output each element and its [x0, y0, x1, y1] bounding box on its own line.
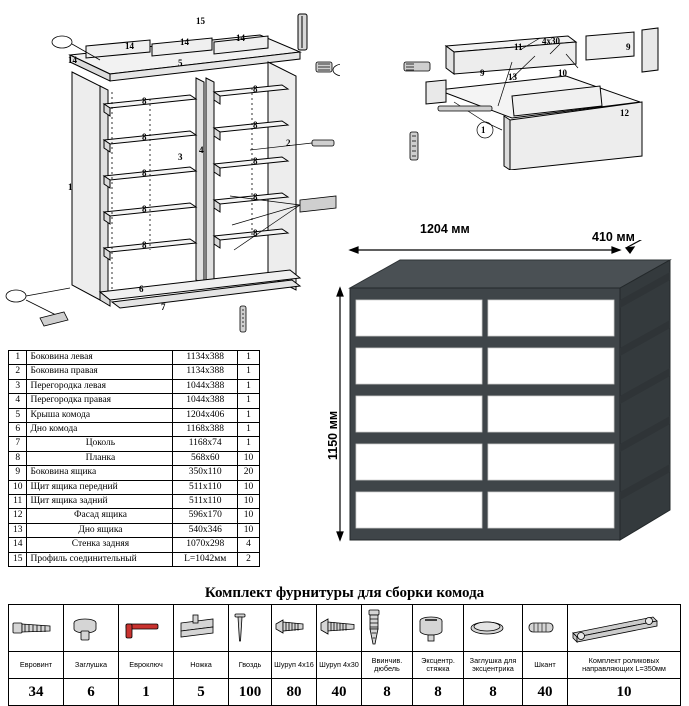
width-dimension: 1204 мм [420, 222, 470, 236]
hw-cell-nail [229, 605, 272, 652]
callout-14-c: 14 [180, 37, 189, 47]
hw-name-foot: Ножка [174, 652, 229, 679]
drawer-callout-9-left: 9 [480, 68, 485, 78]
part-name: Дно ящика [27, 523, 173, 537]
part-name: Планка [27, 451, 173, 465]
part-name: Перегородка правая [27, 394, 173, 408]
table-row [9, 552, 260, 566]
part-qty: 10 [238, 523, 260, 537]
hw-name-dowel-screw: Ввинчив. дюбель [362, 652, 413, 679]
table-row [9, 466, 260, 480]
screw-icon [273, 611, 307, 645]
table-row [9, 351, 260, 365]
part-dim: 1134x388 [173, 351, 238, 365]
parts-table-body [9, 351, 260, 567]
table-row [9, 423, 260, 437]
part-dim: 1204x406 [173, 408, 238, 422]
part-no: 1 [9, 351, 27, 365]
part-name: Цоколь [27, 437, 173, 451]
hardware-names-row [9, 652, 681, 679]
hw-count-foot: 5 [174, 679, 229, 706]
part-no: 5 [9, 408, 27, 422]
foot-icon [175, 611, 219, 645]
callout-14-d: 14 [236, 33, 245, 43]
part-dim: 1134x388 [173, 365, 238, 379]
hw-name-eccentric: Эксцентр. стяжка [413, 652, 464, 679]
hw-cell-screw-long [317, 605, 362, 652]
hw-cell-allen-key [119, 605, 174, 652]
part-name: Боковина правая [27, 365, 173, 379]
callout-8-3: 8 [142, 168, 147, 178]
part-no: 11 [9, 495, 27, 509]
euroscrew-icon [10, 611, 56, 645]
callout-2: 2 [286, 138, 291, 148]
part-no: 2 [9, 365, 27, 379]
callout-14-a: 14 [68, 55, 77, 65]
cap-icon [65, 611, 105, 645]
part-qty: 20 [238, 466, 260, 480]
part-qty: 1 [238, 351, 260, 365]
hw-name-screw-long: Шуруп 4x30 [317, 652, 362, 679]
part-dim: 1044x388 [173, 394, 238, 408]
part-no: 6 [9, 423, 27, 437]
part-name: Профиль соединительный [27, 552, 173, 566]
part-no: 4 [9, 394, 27, 408]
part-name: Щит ящика задний [27, 495, 173, 509]
part-qty: 10 [238, 495, 260, 509]
part-dim: 511x110 [173, 495, 238, 509]
callout-14-b: 14 [125, 41, 134, 51]
hw-cell-foot [174, 605, 229, 652]
table-row [9, 538, 260, 552]
part-name: Боковина ящика [27, 466, 173, 480]
drawer-callout-10: 10 [558, 68, 567, 78]
hw-name-allen-key: Евроключ [119, 652, 174, 679]
hw-count-euroscrew: 34 [9, 679, 64, 706]
hw-name-slide-rail: Комплект роликовых направляющих L=350мм [568, 652, 681, 679]
part-qty: 1 [238, 408, 260, 422]
hw-cell-eccentric [413, 605, 464, 652]
allen-key-icon [120, 611, 164, 645]
slide-rail-icon [569, 611, 661, 645]
part-qty: 1 [238, 423, 260, 437]
drawer-callout-12: 12 [620, 108, 629, 118]
hardware-counts-row [9, 679, 681, 706]
part-no: 3 [9, 379, 27, 393]
part-dim: 568x60 [173, 451, 238, 465]
part-qty: 1 [238, 365, 260, 379]
callout-8-4: 8 [142, 204, 147, 214]
hw-name-screw: Шуруп 4x16 [272, 652, 317, 679]
hw-cell-screw [272, 605, 317, 652]
part-no: 15 [9, 552, 27, 566]
callout-3: 3 [178, 152, 183, 162]
hw-cell-slide-rail [568, 605, 681, 652]
hw-name-nail: Гвоздь [229, 652, 272, 679]
part-name: Дно комода [27, 423, 173, 437]
hw-count-screw-long: 40 [317, 679, 362, 706]
callout-8-6: 8 [253, 84, 258, 94]
part-qty: 10 [238, 480, 260, 494]
part-qty: 1 [238, 379, 260, 393]
hw-cell-dowel-screw [362, 605, 413, 652]
part-dim: 350x110 [173, 466, 238, 480]
hw-count-slide-rail: 10 [568, 679, 681, 706]
part-dim: 1168x74 [173, 437, 238, 451]
part-dim: 511x110 [173, 480, 238, 494]
hw-count-dowel: 40 [523, 679, 568, 706]
part-dim: 1044x388 [173, 379, 238, 393]
hw-cell-euroscrew [9, 605, 64, 652]
callout-8-1: 8 [142, 96, 147, 106]
hw-name-cap: Заглушка [64, 652, 119, 679]
callout-8-10: 8 [253, 228, 258, 238]
part-dim: 540x346 [173, 523, 238, 537]
dowel-icon [524, 611, 558, 645]
table-row [9, 495, 260, 509]
callout-8-8: 8 [253, 156, 258, 166]
part-name: Щит ящика передний [27, 480, 173, 494]
part-no: 14 [9, 538, 27, 552]
part-no: 7 [9, 437, 27, 451]
hardware-section-title: Комплект фурнитуры для сборки комода [204, 585, 485, 601]
table-row [9, 408, 260, 422]
part-dim: 1070x298 [173, 538, 238, 552]
callout-7: 7 [161, 302, 166, 312]
table-row [9, 451, 260, 465]
hw-name-dowel: Шкант [523, 652, 568, 679]
part-qty: 4 [238, 538, 260, 552]
callout-4: 4 [199, 145, 204, 155]
hw-cell-dowel [523, 605, 568, 652]
height-dimension: 1150 мм [326, 410, 340, 460]
eccentric-icon [414, 611, 448, 645]
parts-table [8, 350, 260, 567]
callout-8-2: 8 [142, 132, 147, 142]
hw-count-eccentric: 8 [413, 679, 464, 706]
drawer-callout-1: 1 [481, 125, 486, 135]
part-no: 12 [9, 509, 27, 523]
hw-cell-eccentric-cap [464, 605, 523, 652]
exploded-cabinet-diagram [0, 0, 340, 345]
part-dim: 1168x388 [173, 423, 238, 437]
drawer-callout-4x30: 4x30 [542, 36, 560, 46]
part-qty: 1 [238, 394, 260, 408]
hw-count-allen-key: 1 [119, 679, 174, 706]
callout-5: 5 [178, 58, 183, 68]
hardware-icons-row [9, 605, 681, 652]
screw-long-icon [318, 611, 358, 645]
drawer-callout-9-right: 9 [626, 42, 631, 52]
hw-count-dowel-screw: 8 [362, 679, 413, 706]
hw-count-eccentric-cap: 8 [464, 679, 523, 706]
part-name: Крыша комода [27, 408, 173, 422]
part-name: Перегородка левая [27, 379, 173, 393]
part-no: 8 [9, 451, 27, 465]
dowel-screw-icon [363, 608, 385, 648]
hw-count-nail: 100 [229, 679, 272, 706]
hw-count-cap: 6 [64, 679, 119, 706]
table-row [9, 394, 260, 408]
callout-8-5: 8 [142, 240, 147, 250]
callout-6: 6 [139, 284, 144, 294]
part-dim: 596x170 [173, 509, 238, 523]
hw-count-screw: 80 [272, 679, 317, 706]
drawer-callout-11: 11 [514, 42, 523, 52]
eccentric-cap-icon [465, 611, 509, 645]
hw-name-eccentric-cap: Заглушка для эксцентрика [464, 652, 523, 679]
part-no: 9 [9, 466, 27, 480]
finished-dresser-render [326, 222, 685, 570]
drawer-assembly-diagram [390, 10, 689, 170]
table-row [9, 365, 260, 379]
table-row [9, 437, 260, 451]
part-qty: 1 [238, 437, 260, 451]
part-name: Фасад ящика [27, 509, 173, 523]
callout-8-7: 8 [253, 120, 258, 130]
part-qty: 10 [238, 451, 260, 465]
callout-8-9: 8 [253, 192, 258, 202]
hardware-table [8, 604, 681, 706]
table-row [9, 523, 260, 537]
hw-name-euroscrew: Евровинт [9, 652, 64, 679]
callout-15: 15 [196, 16, 205, 26]
depth-dimension: 410 мм [592, 230, 635, 244]
nail-icon [230, 611, 250, 645]
table-row [9, 379, 260, 393]
drawer-callout-13: 13 [508, 72, 517, 82]
part-no: 10 [9, 480, 27, 494]
table-row [9, 480, 260, 494]
part-no: 13 [9, 523, 27, 537]
table-row [9, 509, 260, 523]
part-name: Стенка задняя [27, 538, 173, 552]
part-dim: L=1042мм [173, 552, 238, 566]
part-qty: 2 [238, 552, 260, 566]
callout-1: 1 [68, 182, 73, 192]
part-name: Боковина левая [27, 351, 173, 365]
hw-cell-cap [64, 605, 119, 652]
part-qty: 10 [238, 509, 260, 523]
